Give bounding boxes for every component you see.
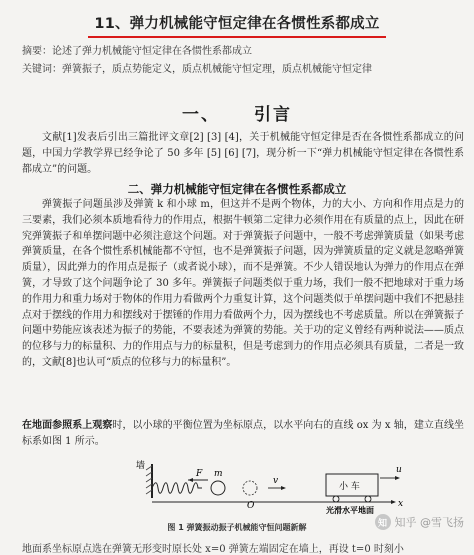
- cart-velocity-label: u: [396, 465, 402, 475]
- zhihu-logo-icon: 知: [375, 514, 391, 530]
- footer-text: 地面系坐标原点选在弹簧无形变时原长处 x=0 弹簧左端固定在墙上，再设 t=0 时刻小: [22, 544, 404, 555]
- intro-paragraph-block: [22, 130, 464, 177]
- velocity-label: v: [273, 476, 279, 486]
- watermark-text: 知乎 @雪飞扬: [394, 516, 464, 529]
- cart-wheel-right: [365, 496, 371, 502]
- cart-velocity-arrowhead: [395, 476, 400, 480]
- frame-paragraph-block: [22, 418, 464, 450]
- cart-label: 小 车: [339, 482, 360, 492]
- figure-caption: 图 1 弹簧振动振子机械能守恒问题新解: [167, 523, 307, 532]
- section1-title: 引言: [254, 105, 292, 125]
- origin-label: O: [247, 501, 255, 511]
- spring-coil: [152, 483, 202, 494]
- frame-paragraph-text: 时，以小球的平衡位置为坐标原点，以水平向右的直线 ox 为 x 轴，建立直线坐标系如图 1 所示。: [22, 420, 464, 447]
- velocity-arrowhead: [281, 486, 286, 490]
- frame-paragraph-lead: 在地面参照系上观察: [22, 420, 113, 431]
- section1-heading: [0, 100, 474, 125]
- abstract: 摘要：论述了弹力机械能守恒定律在各惯性系都成立: [22, 46, 252, 57]
- main-paragraph: 弹簧振子问题虽涉及弹簧 k 和小球 m，但这并不是两个物体，力的大小、方向和作用点是力的三要素，我们必须本质地看待力的作用点，根据牛顿第二定律力必须作用在有质量的点上，因此在研究弹簧振子和单摆问题中必须注意这个问题。对于弹簧振子问题中，一般不考虑弹簧质量（如果考虑弹簧质量，在各个惯性系机械能都不守恒，也不是弹簧振子问题，因为弹簧质量的定义就是忽略弹簧质量），因此弹力的作用点是振子（或者说小球），而不是弹簧。不少人错误地认为弹力的作用点在弹簧，才导致了这个问题争论了 30 多年。弹簧振子问题类似于重力场，我们一般不把地球对于重力场的作用力和重力场对于物体的作用力看做两个力重复计算，这个问题类似于单摆问题中我们不把悬挂点对于摆线的作用力和摆线对于摆锤的作用力看做两个力，因为摆线也不考虑质量。所以在弹簧振子问题中势能应该表述为振子的势能，不要表述为弹簧的势能。关于功的定义曾经有两种说法——质点的位移与力的标量积、力的作用点与力的标量积，但是考虑到力的作用点必须具有质量，二者是一致的，文献[8]也认可“质点的位移与力的标量积”。: [22, 199, 464, 368]
- ground-label: 光滑水平地面: [326, 506, 374, 515]
- mass-label: m: [214, 469, 223, 479]
- x-axis-label: x: [398, 499, 404, 509]
- intro-paragraph: 文献[1]发表后引出三篇批评文章[2] [3] [4]，关于机械能守恒定律是否在各惯性系都成立的问题，中国力学教学界已经争论了 50 多年 [5] [6] [7]，现分析一下“弹力机械能守恒定律在各惯性系都成立”的问题。: [22, 132, 464, 175]
- frame-paragraph: [22, 418, 464, 450]
- keywords: 关键词：弹簧振子，质点势能定义，质点机械能守恒定理，质点机械能守恒定律: [22, 64, 372, 75]
- title-block: [0, 12, 474, 38]
- x-axis-arrowhead: [391, 500, 396, 504]
- equilibrium-ball: [243, 481, 257, 495]
- mass-ball: [211, 481, 225, 495]
- section2-heading: 二、弹力机械能守恒定律在各惯性系都成立: [127, 182, 347, 196]
- cart-wheel-left: [333, 496, 339, 502]
- force-label: F: [196, 469, 203, 479]
- force-arrowhead: [188, 478, 193, 482]
- document-title: 11、弹力机械能守恒定律在各惯性系都成立: [88, 12, 385, 38]
- section1-number: 一、: [182, 105, 220, 125]
- watermark: [375, 514, 465, 530]
- main-paragraph-block: [22, 197, 464, 371]
- wall-label: 墙: [136, 461, 146, 471]
